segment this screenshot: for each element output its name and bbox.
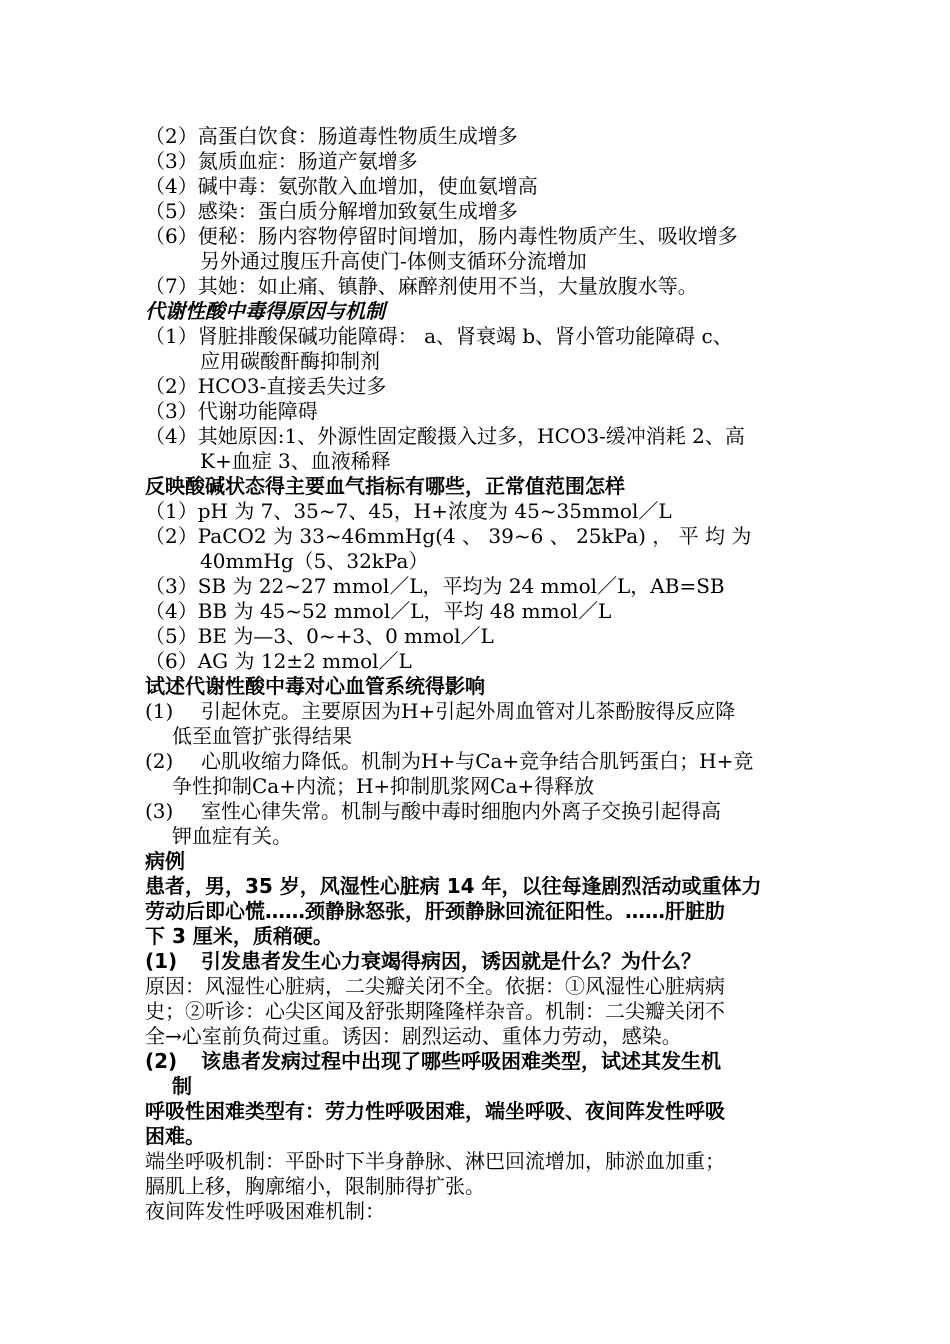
section-heading: 代谢性酸中毒得原因与机制 xyxy=(145,299,385,323)
section-heading: 病例 xyxy=(145,849,185,873)
item-text: 室性心律失常。机制与酸中毒时细胞内外离子交换引起得高 xyxy=(201,799,721,823)
list-item: （2）PaCO2 为 33~46mmHg(4 、 39~6 、 25kPa) ， 平 均 为 xyxy=(145,524,752,548)
list-item-continuation: K+血症 3、血液稀释 xyxy=(200,449,391,473)
list-item: （4）BB 为 45~52 mmol／L，平均 48 mmol／L xyxy=(145,599,612,623)
answer-line: 呼吸性困难类型有：劳力性呼吸困难，端坐呼吸、夜间阵发性呼吸 xyxy=(145,1099,725,1123)
case-paragraph-line: 患者，男，35 岁，风湿性心脏病 14 年，以往每逢剧烈活动或重体力 xyxy=(145,874,762,898)
list-item-continuation: 应用碳酸酐酶抑制剂 xyxy=(200,349,380,373)
answer-line: 困难。 xyxy=(145,1124,205,1148)
question-text: 引发患者发生心力衰竭得病因，诱因就是什么？为什么？ xyxy=(201,949,701,973)
question xyxy=(145,949,810,974)
answer-line: 端坐呼吸机制：平卧时下半身静脉、淋巴回流增加，肺淤血加重； xyxy=(145,1149,725,1173)
answer-line: 史；②听诊：心尖区闻及舒张期隆隆样杂音。机制：二尖瓣关闭不 xyxy=(145,999,725,1023)
list-item: （2）HCO3-直接丢失过多 xyxy=(145,374,387,398)
answer-line: 夜间阵发性呼吸困难机制： xyxy=(145,1199,385,1223)
item-text: 引起休克。主要原因为H+引起外周血管对儿茶酚胺得反应降 xyxy=(201,699,736,723)
list-item: （4）其她原因:1、外源性固定酸摄入过多，HCO3-缓冲消耗 2、高 xyxy=(145,424,745,448)
list-item: （1）pH 为 7、35~7、45，H+浓度为 45~35mmol／L xyxy=(145,499,672,523)
answer-line: 全→心室前负荷过重。诱因：剧烈运动、重体力劳动，感染。 xyxy=(145,1024,682,1048)
section-heading: 试述代谢性酸中毒对心血管系统得影响 xyxy=(145,674,485,698)
question-number: (2) xyxy=(145,1049,178,1073)
list-item: （6）AG 为 12±2 mmol／L xyxy=(145,649,412,673)
list-item: （3）SB 为 22~27 mmol／L，平均为 24 mmol／L，AB=SB xyxy=(145,574,725,598)
numbered-item xyxy=(145,699,810,724)
item-number: (1) xyxy=(145,699,174,723)
list-item-continuation: 40mmHg（5、32kPa） xyxy=(200,549,429,573)
numbered-item xyxy=(145,799,810,824)
list-item-continuation: 争性抑制Ca+内流；H+抑制肌浆网Ca+得释放 xyxy=(172,774,595,798)
question xyxy=(145,1049,810,1074)
section-heading: 反映酸碱状态得主要血气指标有哪些，正常值范围怎样 xyxy=(145,474,625,498)
list-item: （3）代谢功能障碍 xyxy=(145,399,318,423)
item-number: (3) xyxy=(145,799,174,823)
list-item-continuation: 钾血症有关。 xyxy=(172,824,292,848)
list-item: （5）BE 为—3、0~+3、0 mmol／L xyxy=(145,624,494,648)
list-item: （2）高蛋白饮食：肠道毒性物质生成增多 xyxy=(145,124,518,148)
answer-line: 原因：风湿性心脏病，二尖瓣关闭不全。依据：①风湿性心脏病病 xyxy=(145,974,725,998)
question-text: 该患者发病过程中出现了哪些呼吸困难类型，试述其发生机 xyxy=(201,1049,721,1073)
list-item: （3）氮质血症：肠道产氨增多 xyxy=(145,149,418,173)
list-item: （4）碱中毒：氨弥散入血增加，使血氨增高 xyxy=(145,174,538,198)
list-item-continuation: 另外通过腹压升高使门-体侧支循环分流增加 xyxy=(200,249,587,273)
numbered-item xyxy=(145,749,810,774)
item-number: (2) xyxy=(145,749,174,773)
list-item: （1）肾脏排酸保碱功能障碍： a、肾衰竭 b、肾小管功能障碍 c、 xyxy=(145,324,733,348)
answer-line: 膈肌上移，胸廓缩小，限制肺得扩张。 xyxy=(145,1174,485,1198)
list-item: （6）便秘：肠内容物停留时间增加，肠内毒性物质产生、吸收增多 xyxy=(145,224,738,248)
list-item: （7）其她：如止痛、镇静、麻醉剂使用不当，大量放腹水等。 xyxy=(145,274,698,298)
list-item-continuation: 低至血管扩张得结果 xyxy=(172,724,352,748)
item-text: 心肌收缩力降低。机制为H+与Ca+竞争结合肌钙蛋白；H+竞 xyxy=(201,749,754,773)
case-paragraph-line: 劳动后即心慌……颈静脉怒张，肝颈静脉回流征阳性。……肝脏肋 xyxy=(145,899,725,923)
question-number: (1) xyxy=(145,949,178,973)
question-continuation: 制 xyxy=(172,1074,192,1098)
list-item: （5）感染：蛋白质分解增加致氨生成增多 xyxy=(145,199,518,223)
case-paragraph-line: 下 3 厘米，质稍硬。 xyxy=(145,924,333,948)
